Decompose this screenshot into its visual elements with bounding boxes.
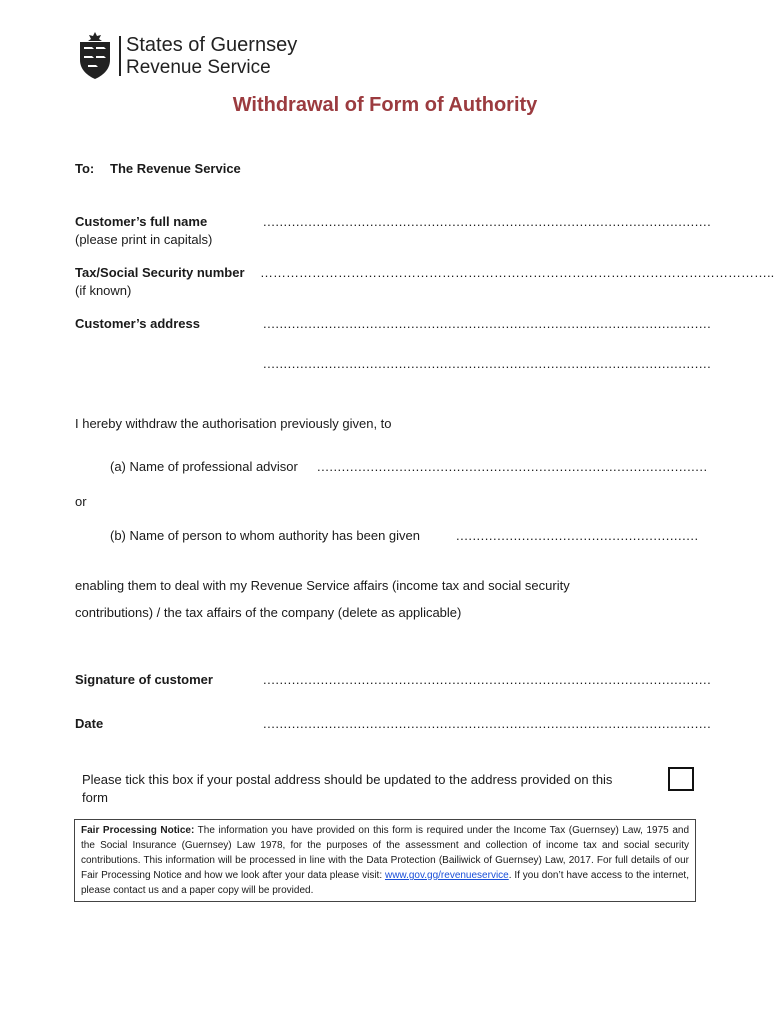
full-name-sublabel: (please print in capitals) xyxy=(75,232,213,247)
address-label: Customer’s address xyxy=(75,316,200,331)
date-field[interactable]: ............................................................................................................. xyxy=(263,716,712,731)
to-value: The Revenue Service xyxy=(110,161,241,176)
logo-divider xyxy=(119,36,121,76)
enabling-text-line2: contributions) / the tax affairs of the company (delete as applicable) xyxy=(75,605,462,620)
full-name-field[interactable]: ............................................................................................................. xyxy=(263,214,712,229)
enabling-text-line1: enabling them to deal with my Revenue Service affairs (income tax and social security xyxy=(75,578,570,593)
signature-label: Signature of customer xyxy=(75,672,213,687)
option-b-label: (b) Name of person to whom authority has been given xyxy=(110,528,421,543)
notice-heading: Fair Processing Notice: xyxy=(81,825,195,836)
tick-box-text-line2: form xyxy=(82,790,108,805)
address-update-checkbox[interactable] xyxy=(668,767,694,791)
notice-text-part1: The information you have provided on this form is required under the Income Tax (Guernsey) Law, 1975 and the Social Insurance (Guernsey) Law 1978, for the purposes of the assessment and collection of income tax and social security contributions. This information will be processed in line with the Data Protection (Bailiwick of Guernsey) Law, 2017. For full details of our Fair Processing Notice and how we look after your data please visit: xyxy=(81,825,690,881)
authorised-person-field[interactable]: ........................................................... xyxy=(456,528,699,543)
address-field-line1[interactable]: ............................................................................................................. xyxy=(263,316,712,331)
address-field-line2[interactable]: ............................................................................................................. xyxy=(263,356,712,371)
date-label: Date xyxy=(75,716,104,731)
tax-number-label: Tax/Social Security number xyxy=(75,265,245,280)
form-title: Withdrawal of Form of Authority xyxy=(232,94,538,116)
tax-number-field[interactable]: ……………………………………………………………………………………………………….. xyxy=(260,265,774,280)
withdraw-statement: I hereby withdraw the authorisation previously given, to xyxy=(75,416,392,431)
signature-field[interactable]: ............................................................................................................. xyxy=(263,672,712,687)
tick-box-text-line1: Please tick this box if your postal address should be updated to the address provided on this xyxy=(82,772,613,787)
notice-text-part2: . If you don’t have access to the internet, please contact us and a paper copy will be provided. xyxy=(81,870,689,896)
guernsey-crest-icon xyxy=(76,30,114,80)
fair-processing-notice xyxy=(74,819,696,902)
logo-text-line1: States of Guernsey xyxy=(126,34,298,56)
professional-advisor-field[interactable]: ............................................................................................... xyxy=(317,459,708,474)
to-label: To: xyxy=(75,161,95,176)
states-of-guernsey-logo xyxy=(76,30,306,80)
revenue-service-link[interactable]: www.gov.gg/revenueservice xyxy=(384,870,509,881)
tax-number-sublabel: (if known) xyxy=(75,283,132,298)
option-a-label: (a) Name of professional advisor xyxy=(110,459,298,474)
full-name-label: Customer’s full name xyxy=(75,214,208,229)
or-text: or xyxy=(75,494,87,509)
logo-text-line2: Revenue Service xyxy=(126,57,271,78)
